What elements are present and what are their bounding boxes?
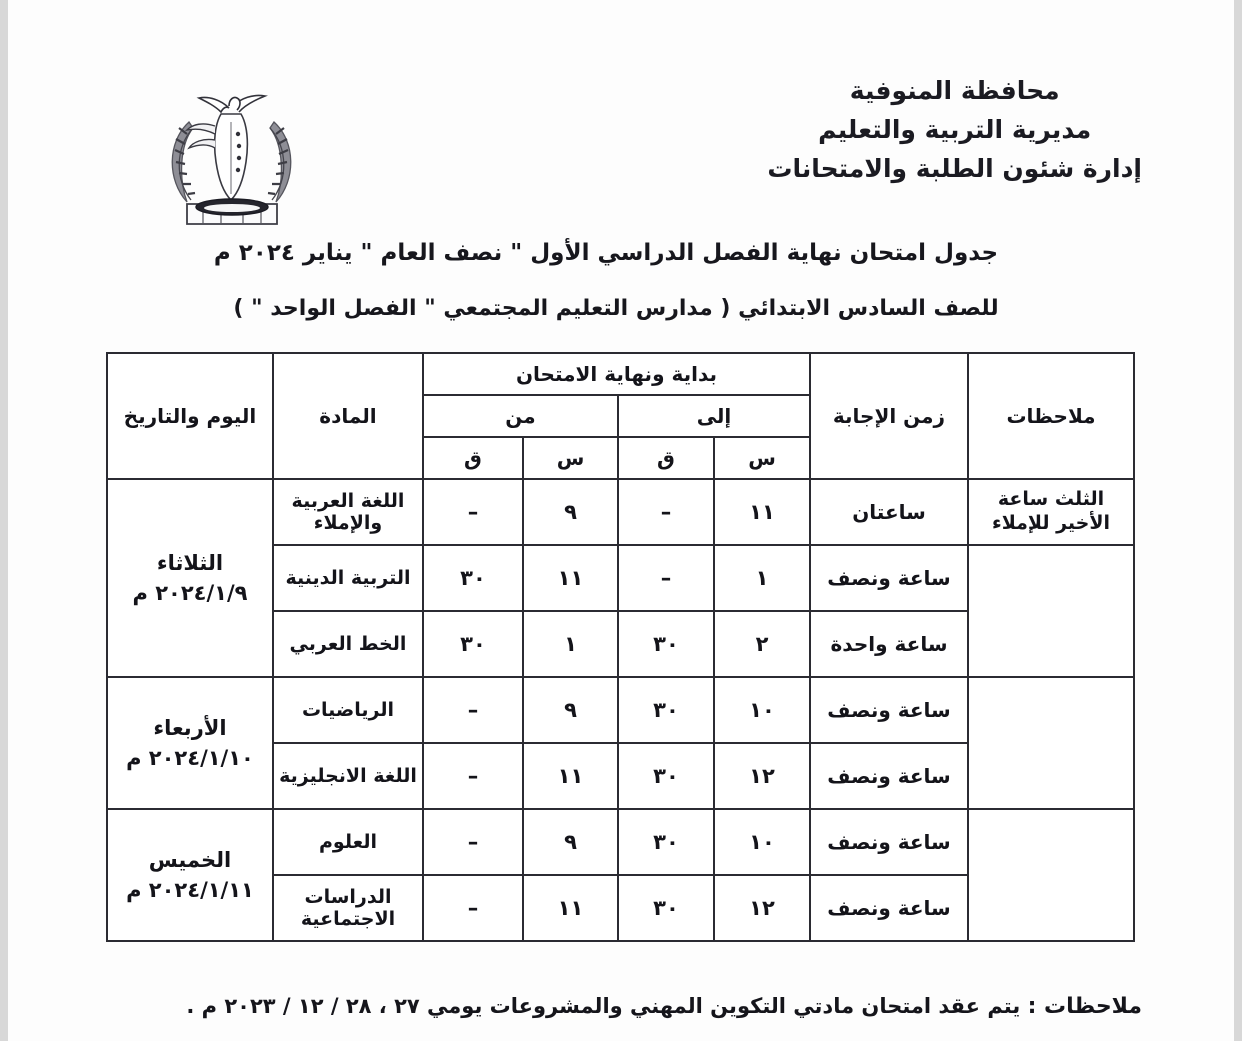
- day-date: ٢٠٢٤/١/١٠ م: [126, 746, 254, 770]
- header-to-minute: ق: [618, 437, 714, 479]
- cell-to-minute: –: [618, 479, 714, 545]
- footer-note-label: ملاحظات :: [1027, 994, 1142, 1019]
- cell-to-minute: ٣٠: [618, 875, 714, 941]
- day-date: ٢٠٢٤/١/٩ م: [132, 581, 248, 605]
- cell-from-minute: –: [423, 677, 523, 743]
- day-name: الثلاثاء: [156, 550, 224, 575]
- department-name: إدارة شئون الطلبة والامتحانات: [767, 153, 1142, 183]
- day-name: الأربعاء: [153, 715, 227, 740]
- cell-from-hour: ١١: [523, 743, 618, 809]
- exam-schedule-table: [106, 352, 1135, 942]
- day-date: ٢٠٢٤/١/١١ م: [126, 878, 254, 902]
- day-name: الخميس: [148, 847, 232, 872]
- header-subject: المادة: [273, 353, 423, 479]
- cell-subject: اللغة العربية والإملاء: [273, 479, 423, 545]
- cell-duration: ساعتان: [810, 479, 968, 545]
- cell-from-minute: –: [423, 809, 523, 875]
- cell-subject: الرياضيات: [273, 677, 423, 743]
- exam-schedule-table-wrapper: [108, 352, 1135, 942]
- cell-from-hour: ١١: [523, 875, 618, 941]
- header-exam-span: بداية ونهاية الامتحان: [423, 353, 810, 395]
- cell-subject: التربية الدينية: [273, 545, 423, 611]
- cell-duration: ساعة واحدة: [810, 611, 968, 677]
- cell-duration: ساعة ونصف: [810, 545, 968, 611]
- cell-to-minute: ٣٠: [618, 809, 714, 875]
- cell-from-hour: ٩: [523, 677, 618, 743]
- cell-to-hour: ١١: [714, 479, 810, 545]
- cell-to-minute: ٣٠: [618, 743, 714, 809]
- cell-from-minute: –: [423, 479, 523, 545]
- cell-subject: الدراسات الاجتماعية: [273, 875, 423, 941]
- cell-to-hour: ٢: [714, 611, 810, 677]
- cell-to-hour: ١٠: [714, 677, 810, 743]
- cell-duration: ساعة ونصف: [810, 875, 968, 941]
- cell-to-minute: ٣٠: [618, 677, 714, 743]
- cell-from-hour: ٩: [523, 809, 618, 875]
- header-to-hour: س: [714, 437, 810, 479]
- cell-from-minute: –: [423, 743, 523, 809]
- cell-from-hour: ٩: [523, 479, 618, 545]
- cell-to-minute: –: [618, 545, 714, 611]
- footer-note: [100, 994, 1142, 1019]
- header-from-minute: ق: [423, 437, 523, 479]
- governorate-name: محافظة المنوفية: [849, 76, 1060, 105]
- table-row: [107, 677, 1134, 743]
- cell-to-hour: ١٢: [714, 743, 810, 809]
- letterhead: [767, 72, 1142, 188]
- header-day-date: اليوم والتاريخ: [107, 353, 273, 479]
- header-from: من: [423, 395, 618, 437]
- cell-from-minute: ٣٠: [423, 545, 523, 611]
- cell-duration: ساعة ونصف: [810, 743, 968, 809]
- cell-subject: اللغة الانجليزية: [273, 743, 423, 809]
- header-notes: ملاحظات: [968, 353, 1134, 479]
- cell-from-hour: ١: [523, 611, 618, 677]
- cell-from-hour: ١١: [523, 545, 618, 611]
- cell-to-minute: ٣٠: [618, 611, 714, 677]
- cell-subject: الخط العربي: [273, 611, 423, 677]
- header-to: إلى: [618, 395, 810, 437]
- page-title: جدول امتحان نهاية الفصل الدراسي الأول " نصف العام " يناير ٢٠٢٤ م: [213, 240, 999, 266]
- cell-subject: العلوم: [273, 809, 423, 875]
- cell-from-minute: ٣٠: [423, 611, 523, 677]
- page-subtitle: للصف السادس الابتدائي ( مدارس التعليم المجتمعي " الفصل الواحد " ): [233, 296, 999, 321]
- footer-note-text: يتم عقد امتحان مادتي التكوين المهني والمشروعات يومي ٢٧ ، ٢٨ / ١٢ / ٢٠٢٣ م .: [186, 994, 1028, 1018]
- cell-day-date: [107, 479, 273, 677]
- cell-day-date: [107, 809, 273, 941]
- header-duration: زمن الإجابة: [810, 353, 968, 479]
- eagle-of-saladin-emblem: [149, 62, 314, 232]
- table-row: [107, 809, 1134, 875]
- scanned-document-page: [8, 0, 1234, 1041]
- table-row: [107, 479, 1134, 545]
- cell-to-hour: ١: [714, 545, 810, 611]
- cell-notes: [968, 677, 1134, 809]
- cell-day-date: [107, 677, 273, 809]
- cell-to-hour: ١٢: [714, 875, 810, 941]
- cell-duration: ساعة ونصف: [810, 677, 968, 743]
- cell-to-hour: ١٠: [714, 809, 810, 875]
- directorate-name: مديرية التربية والتعليم: [818, 114, 1092, 144]
- cell-from-minute: –: [423, 875, 523, 941]
- header-row-1: [107, 353, 1134, 395]
- cell-notes: [968, 809, 1134, 941]
- header-from-hour: س: [523, 437, 618, 479]
- table-header: [107, 353, 1134, 479]
- table-body: [107, 479, 1134, 941]
- cell-duration: ساعة ونصف: [810, 809, 968, 875]
- cell-notes: الثلث ساعة الأخير للإملاء: [968, 479, 1134, 545]
- cell-notes: [968, 545, 1134, 677]
